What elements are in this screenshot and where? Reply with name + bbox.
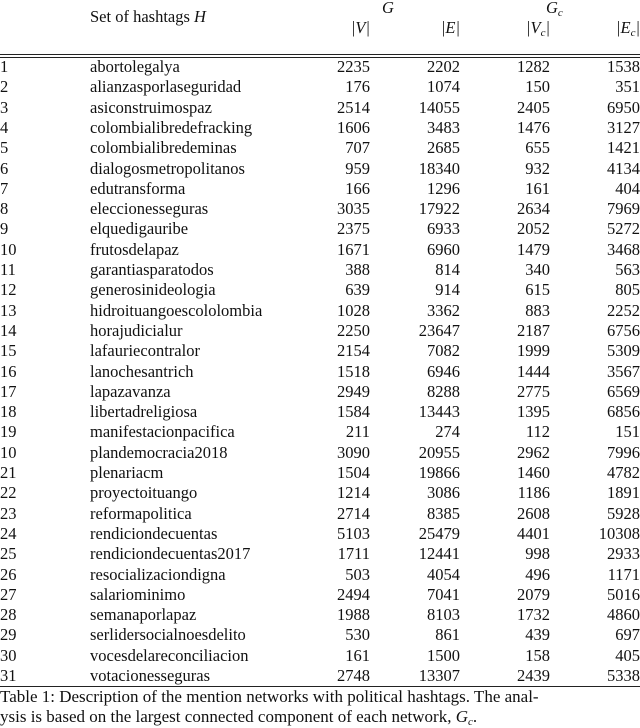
row-index: 15 xyxy=(0,341,17,361)
header-e: |E| xyxy=(440,18,460,37)
row-e: 6946 xyxy=(427,361,460,381)
row-hashtag: plandemocracia2018 xyxy=(90,442,228,462)
header-hashtag-label: Set of hashtags xyxy=(90,7,190,26)
row-hashtag: lapazavanza xyxy=(90,381,171,401)
table-row xyxy=(0,565,640,585)
caption-line-1: Table 1: Description of the mention networks with political hashtags. The anal- xyxy=(0,687,539,706)
table-row xyxy=(0,524,640,544)
row-index: 29 xyxy=(0,625,17,645)
header-group-gc: $G_c$ xyxy=(546,0,563,19)
row-vc: 883 xyxy=(525,300,550,320)
row-vc: 615 xyxy=(525,280,550,300)
row-e: 19866 xyxy=(418,463,460,482)
table-row xyxy=(0,199,640,219)
table-row xyxy=(0,585,640,605)
row-vc: 998 xyxy=(525,544,550,564)
table-row xyxy=(0,362,640,382)
row-index: 22 xyxy=(0,483,17,503)
table-row xyxy=(0,382,640,402)
row-index: 11 xyxy=(0,260,16,279)
row-v: 1518 xyxy=(337,361,370,381)
table-row xyxy=(0,422,640,442)
row-ec: 805 xyxy=(615,280,640,300)
row-hashtag: resocializaciondigna xyxy=(90,564,226,584)
row-e: 914 xyxy=(435,280,460,300)
row-hashtag: reformapolitica xyxy=(90,503,192,523)
row-e: 13443 xyxy=(418,402,460,422)
row-v: 3035 xyxy=(337,199,370,219)
row-vc: 4401 xyxy=(517,523,550,543)
row-ec: 351 xyxy=(615,77,640,97)
row-vc: 150 xyxy=(525,77,550,97)
row-index: 31 xyxy=(0,666,17,685)
row-v: 3090 xyxy=(337,442,370,462)
row-ec: 6569 xyxy=(607,381,640,401)
row-hashtag: proyectoituango xyxy=(90,483,198,503)
row-e: 13307 xyxy=(418,666,460,685)
row-ec: 4782 xyxy=(607,463,640,482)
table-row xyxy=(0,219,640,239)
row-e: 8103 xyxy=(427,605,460,625)
row-v: 1584 xyxy=(337,402,370,422)
row-hashtag: elquedigauribe xyxy=(90,219,189,239)
row-hashtag: rendiciondecuentas xyxy=(90,523,218,543)
row-hashtag: plenariacm xyxy=(90,463,164,482)
row-hashtag: garantiasparatodos xyxy=(90,260,214,279)
row-ec: 6756 xyxy=(607,320,640,340)
row-index: 9 xyxy=(0,219,9,239)
row-ec: 3567 xyxy=(607,361,640,381)
row-v: 707 xyxy=(345,138,370,158)
row-e: 7041 xyxy=(427,584,460,604)
row-vc: 2187 xyxy=(517,320,550,340)
row-e: 274 xyxy=(435,422,460,442)
row-index: 26 xyxy=(0,564,17,584)
row-ec: 4134 xyxy=(607,158,640,178)
row-ec: 5272 xyxy=(607,219,640,239)
row-index: 25 xyxy=(0,544,17,564)
row-index: 12 xyxy=(0,280,17,300)
row-index: 13 xyxy=(0,300,17,320)
row-e: 3362 xyxy=(427,300,460,320)
caption-line-2: ysis is based on the largest connected component of each network, $G_c$. xyxy=(0,707,478,728)
row-ec: 3468 xyxy=(607,239,640,259)
row-hashtag: votacionesseguras xyxy=(90,666,211,685)
row-v: 211 xyxy=(345,422,370,442)
row-ec: 2933 xyxy=(607,544,640,564)
row-hashtag: rendiciondecuentas2017 xyxy=(90,544,251,564)
row-v: 2494 xyxy=(337,584,370,604)
row-vc: 2775 xyxy=(517,381,550,401)
row-hashtag: salariominimo xyxy=(90,584,186,604)
row-ec: 7996 xyxy=(607,442,640,462)
row-index: 3 xyxy=(0,97,9,117)
table-row xyxy=(0,260,640,280)
row-vc: 1460 xyxy=(517,463,550,482)
row-vc: 1999 xyxy=(517,341,550,361)
row-ec: 6856 xyxy=(607,402,640,422)
row-vc: 1395 xyxy=(517,402,550,422)
row-vc: 1479 xyxy=(517,239,550,259)
row-e: 814 xyxy=(435,260,460,279)
row-index: 23 xyxy=(0,503,17,523)
row-vc: 2962 xyxy=(517,442,550,462)
row-hashtag: asiconstruimospaz xyxy=(90,97,212,117)
row-index: 18 xyxy=(0,402,17,422)
row-v: 1671 xyxy=(337,239,370,259)
row-vc: 112 xyxy=(525,422,550,442)
row-vc: 2079 xyxy=(517,584,550,604)
row-e: 20955 xyxy=(418,442,460,462)
row-index: 14 xyxy=(0,320,17,340)
row-ec: 6950 xyxy=(607,97,640,117)
row-hashtag: generosinideologia xyxy=(90,280,216,300)
table-row xyxy=(0,504,640,524)
row-ec: 5016 xyxy=(607,584,640,604)
row-index: 8 xyxy=(0,199,9,219)
row-index: 10 xyxy=(0,239,17,259)
row-v: 1214 xyxy=(337,483,370,503)
row-v: 388 xyxy=(345,260,370,279)
row-ec: 1891 xyxy=(607,483,640,503)
row-ec: 5309 xyxy=(607,341,640,361)
row-vc: 340 xyxy=(525,260,550,279)
header-hashtag-symbol: H xyxy=(194,7,206,26)
row-hashtag: abortolegalya xyxy=(90,57,180,76)
row-vc: 2634 xyxy=(517,199,550,219)
row-index: 5 xyxy=(0,138,9,158)
row-e: 1500 xyxy=(427,645,460,665)
row-index: 30 xyxy=(0,645,17,665)
row-hashtag: vocesdelareconciliacion xyxy=(90,645,249,665)
row-ec: 2252 xyxy=(607,300,640,320)
row-ec: 7969 xyxy=(607,199,640,219)
table-row xyxy=(0,280,640,300)
row-vc: 2608 xyxy=(517,503,550,523)
row-e: 25479 xyxy=(418,523,460,543)
row-ec: 10308 xyxy=(598,523,640,543)
row-index: 6 xyxy=(0,158,9,178)
row-e: 8288 xyxy=(427,381,460,401)
row-v: 5103 xyxy=(337,523,370,543)
row-v: 2375 xyxy=(337,219,370,239)
row-v: 161 xyxy=(345,645,370,665)
row-e: 23647 xyxy=(418,320,460,340)
row-hashtag: serlidersocialnoesdelito xyxy=(90,625,246,645)
row-v: 176 xyxy=(345,77,370,97)
row-v: 1606 xyxy=(337,117,370,137)
row-v: 530 xyxy=(345,625,370,645)
header-v: |V| xyxy=(350,18,370,37)
row-index: 10 xyxy=(0,442,17,462)
table-row xyxy=(0,118,640,138)
table-row xyxy=(0,98,640,118)
table-row xyxy=(0,341,640,361)
row-e: 6933 xyxy=(427,219,460,239)
table-row xyxy=(0,159,640,179)
row-hashtag: lanochesantrich xyxy=(90,361,194,381)
row-e: 2202 xyxy=(427,57,460,76)
row-index: 7 xyxy=(0,178,9,198)
row-e: 3086 xyxy=(427,483,460,503)
table-row xyxy=(0,625,640,645)
row-vc: 1732 xyxy=(517,605,550,625)
row-index: 21 xyxy=(0,463,17,482)
row-index: 27 xyxy=(0,584,17,604)
row-vc: 1476 xyxy=(517,117,550,137)
row-vc: 1444 xyxy=(517,361,550,381)
row-vc: 496 xyxy=(525,564,550,584)
row-ec: 563 xyxy=(615,260,640,279)
row-index: 1 xyxy=(0,57,9,76)
row-e: 3483 xyxy=(427,117,460,137)
row-index: 16 xyxy=(0,361,17,381)
row-hashtag: dialogosmetropolitanos xyxy=(90,158,245,178)
row-ec: 3127 xyxy=(607,117,640,137)
row-hashtag: semanaporlapaz xyxy=(90,605,197,625)
row-vc: 655 xyxy=(525,138,550,158)
row-index: 17 xyxy=(0,381,17,401)
row-hashtag: colombialibredeminas xyxy=(90,138,237,158)
row-index: 24 xyxy=(0,523,17,543)
row-vc: 1186 xyxy=(517,483,550,503)
row-index: 2 xyxy=(0,77,9,97)
row-e: 14055 xyxy=(418,97,460,117)
row-vc: 932 xyxy=(525,158,550,178)
row-ec: 1538 xyxy=(607,57,640,76)
row-vc: 439 xyxy=(525,625,550,645)
row-v: 959 xyxy=(345,158,370,178)
row-vc: 2405 xyxy=(517,97,550,117)
table-row xyxy=(0,483,640,503)
row-e: 6960 xyxy=(427,239,460,259)
row-v: 2714 xyxy=(337,503,370,523)
table-row xyxy=(0,646,640,666)
row-v: 1028 xyxy=(337,300,370,320)
table-row xyxy=(0,544,640,564)
table-row xyxy=(0,138,640,158)
table-row xyxy=(0,77,640,97)
row-v: 1711 xyxy=(337,544,370,564)
row-v: 166 xyxy=(345,178,370,198)
row-v: 2949 xyxy=(337,381,370,401)
row-hashtag: edutransforma xyxy=(90,178,186,198)
table-row xyxy=(0,57,640,77)
table-row xyxy=(0,321,640,341)
row-vc: 2439 xyxy=(517,666,550,685)
row-e: 12441 xyxy=(418,544,460,564)
header-vc: $|V_c|$ xyxy=(525,18,550,39)
row-vc: 158 xyxy=(525,645,550,665)
table-row xyxy=(0,179,640,199)
row-ec: 4860 xyxy=(607,605,640,625)
row-index: 28 xyxy=(0,605,17,625)
row-hashtag: frutosdelapaz xyxy=(90,239,179,259)
row-hashtag: libertadreligiosa xyxy=(90,402,198,422)
row-ec: 151 xyxy=(615,422,640,442)
header-group-g: G xyxy=(382,0,394,17)
row-hashtag: horajudicialur xyxy=(90,320,183,340)
row-ec: 1171 xyxy=(607,564,640,584)
row-ec: 5928 xyxy=(607,503,640,523)
row-e: 2685 xyxy=(427,138,460,158)
row-v: 2235 xyxy=(337,57,370,76)
row-hashtag: manifestacionpacifica xyxy=(90,422,235,442)
row-ec: 1421 xyxy=(607,138,640,158)
header-hashtag-set xyxy=(90,7,206,27)
row-vc: 2052 xyxy=(517,219,550,239)
row-v: 1988 xyxy=(337,605,370,625)
row-e: 17922 xyxy=(418,199,460,219)
table-row xyxy=(0,463,640,483)
row-ec: 5338 xyxy=(607,666,640,685)
row-hashtag: colombialibredefracking xyxy=(90,117,253,137)
row-e: 1074 xyxy=(427,77,460,97)
row-v: 2154 xyxy=(337,341,370,361)
row-vc: 1282 xyxy=(517,57,550,76)
row-e: 4054 xyxy=(427,564,460,584)
row-ec: 404 xyxy=(615,178,640,198)
row-hashtag: eleccionesseguras xyxy=(90,199,209,219)
row-ec: 405 xyxy=(615,645,640,665)
row-ec: 697 xyxy=(615,625,640,645)
row-vc: 161 xyxy=(525,178,550,198)
row-v: 2748 xyxy=(337,666,370,685)
row-index: 19 xyxy=(0,422,17,442)
table-row xyxy=(0,666,640,686)
table-row xyxy=(0,402,640,422)
row-hashtag: lafauriecontralor xyxy=(90,341,200,361)
table-row xyxy=(0,605,640,625)
header-rule-top xyxy=(0,54,640,55)
row-e: 7082 xyxy=(427,341,460,361)
row-hashtag: alianzasporlaseguridad xyxy=(90,77,242,97)
header-ec: $|E_c|$ xyxy=(615,18,640,39)
row-v: 503 xyxy=(345,564,370,584)
row-hashtag: hidroituangoescololombia xyxy=(90,300,263,320)
table-row xyxy=(0,240,640,260)
row-v: 2514 xyxy=(337,97,370,117)
row-e: 861 xyxy=(435,625,460,645)
table-row xyxy=(0,443,640,463)
table-row xyxy=(0,301,640,321)
row-v: 1504 xyxy=(337,463,370,482)
row-index: 4 xyxy=(0,117,9,137)
row-v: 2250 xyxy=(337,320,370,340)
row-e: 18340 xyxy=(418,158,460,178)
row-v: 639 xyxy=(345,280,370,300)
row-e: 1296 xyxy=(427,178,460,198)
row-e: 8385 xyxy=(427,503,460,523)
